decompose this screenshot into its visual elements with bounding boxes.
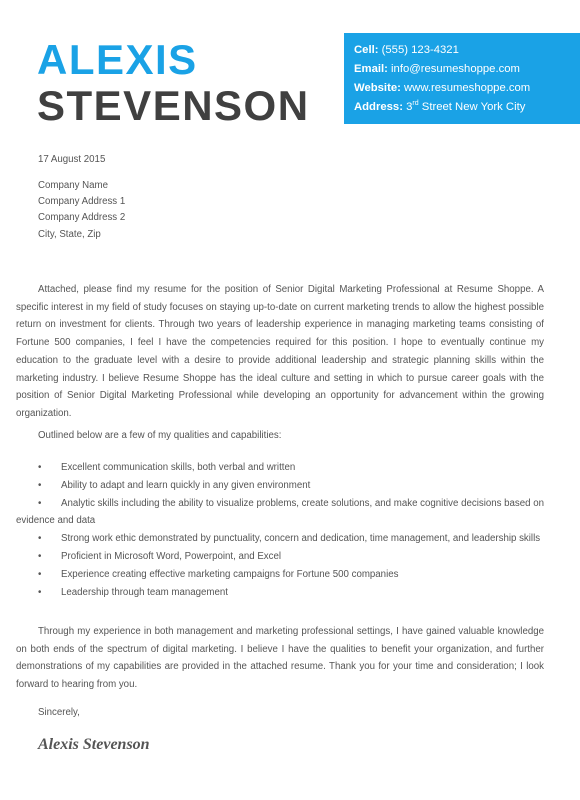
body-paragraph: Attached, please find my resume for the position of Senior Digital Marketing Professional at Resume Shoppe. A specific interest in my field of study focuses on staying up-to-date on current marketing trends to allow the highest possible return on investment for clients. Through two years of leadership experience in managing marketing teams consisting of Fortune 500 companies, I feel I have the competencies required for this position. I hope to eventually continue my education to the graduate level with a desire to provide additional leadership and strategic planning skills within the marketing industry. I believe Resume Shoppe has the ideal culture and setting in which to pursue career goals with the position of Senior Digital Marketing Professional while developing an opportunity for advancement within the growing organization. [16, 284, 544, 419]
signature: Alexis Stevenson [38, 736, 150, 753]
contact-box [344, 33, 580, 124]
first-name: ALEXIS [37, 36, 198, 83]
address-label: Address: [354, 101, 403, 113]
bullet-icon: • [38, 497, 42, 509]
cell-value: (555) 123-4321 [381, 44, 459, 56]
recipient-line: City, State, Zip [38, 229, 101, 240]
bullet-icon: • [38, 462, 42, 473]
last-name: STEVENSON [37, 82, 310, 129]
qualities-list [16, 459, 544, 602]
recipient-line: Company Name [38, 180, 108, 191]
website-label: Website: [354, 82, 401, 94]
email-label: Email: [354, 63, 388, 75]
contact-email [354, 60, 580, 79]
contact-website [354, 79, 580, 98]
address-rest: Street New York City [421, 101, 526, 113]
bullet-icon: • [38, 551, 42, 563]
letter-date: 17 August 2015 [38, 154, 106, 165]
address-number: 3 [406, 101, 413, 113]
outline-intro: Outlined below are a few of my qualities and capabilities: [38, 430, 282, 441]
contact-address [354, 98, 580, 117]
list-item: • Leadership through team management [16, 584, 544, 602]
email-value: info@resumeshoppe.com [391, 63, 520, 75]
list-item: • Ability to adapt and learn quickly in any given environment [16, 477, 544, 495]
bullet-icon: • [38, 479, 42, 491]
cell-label: Cell: [354, 44, 379, 56]
list-item: • Analytic skills including the ability to visualize problems, create solutions, and make cognitive decisions based on evidence and data [16, 495, 544, 530]
recipient-line: Company Address 1 [38, 196, 126, 207]
sign-off: Sincerely, [38, 707, 80, 718]
recipient-line: Company Address 2 [38, 212, 126, 223]
list-item: • Proficient in Microsoft Word, Powerpoint, and Excel [16, 548, 544, 566]
contact-cell [354, 41, 580, 60]
closing-paragraph: Through my experience in both management and marketing professional settings, I have gained valuable knowledge on both ends of the spectrum of digital marketing. I believe I have the qualities to benefit your organization, and further demonstrations of my capabilities are provided in the attached resume. Thank you for your time and consideration; I look forward to hearing from you. [16, 626, 544, 691]
bullet-icon: • [38, 533, 42, 545]
list-item: • Experience creating effective marketing campaigns for Fortune 500 companies [16, 566, 544, 584]
website-value: www.resumeshoppe.com [404, 82, 531, 94]
list-item: • Strong work ethic demonstrated by punctuality, concern and dedication, time management, and leadership skills [16, 530, 544, 548]
list-item: • Excellent communication skills, both verbal and written [16, 459, 544, 477]
bullet-icon: • [38, 569, 42, 581]
bullet-icon: • [38, 587, 42, 599]
address-suffix: rd [412, 100, 419, 108]
